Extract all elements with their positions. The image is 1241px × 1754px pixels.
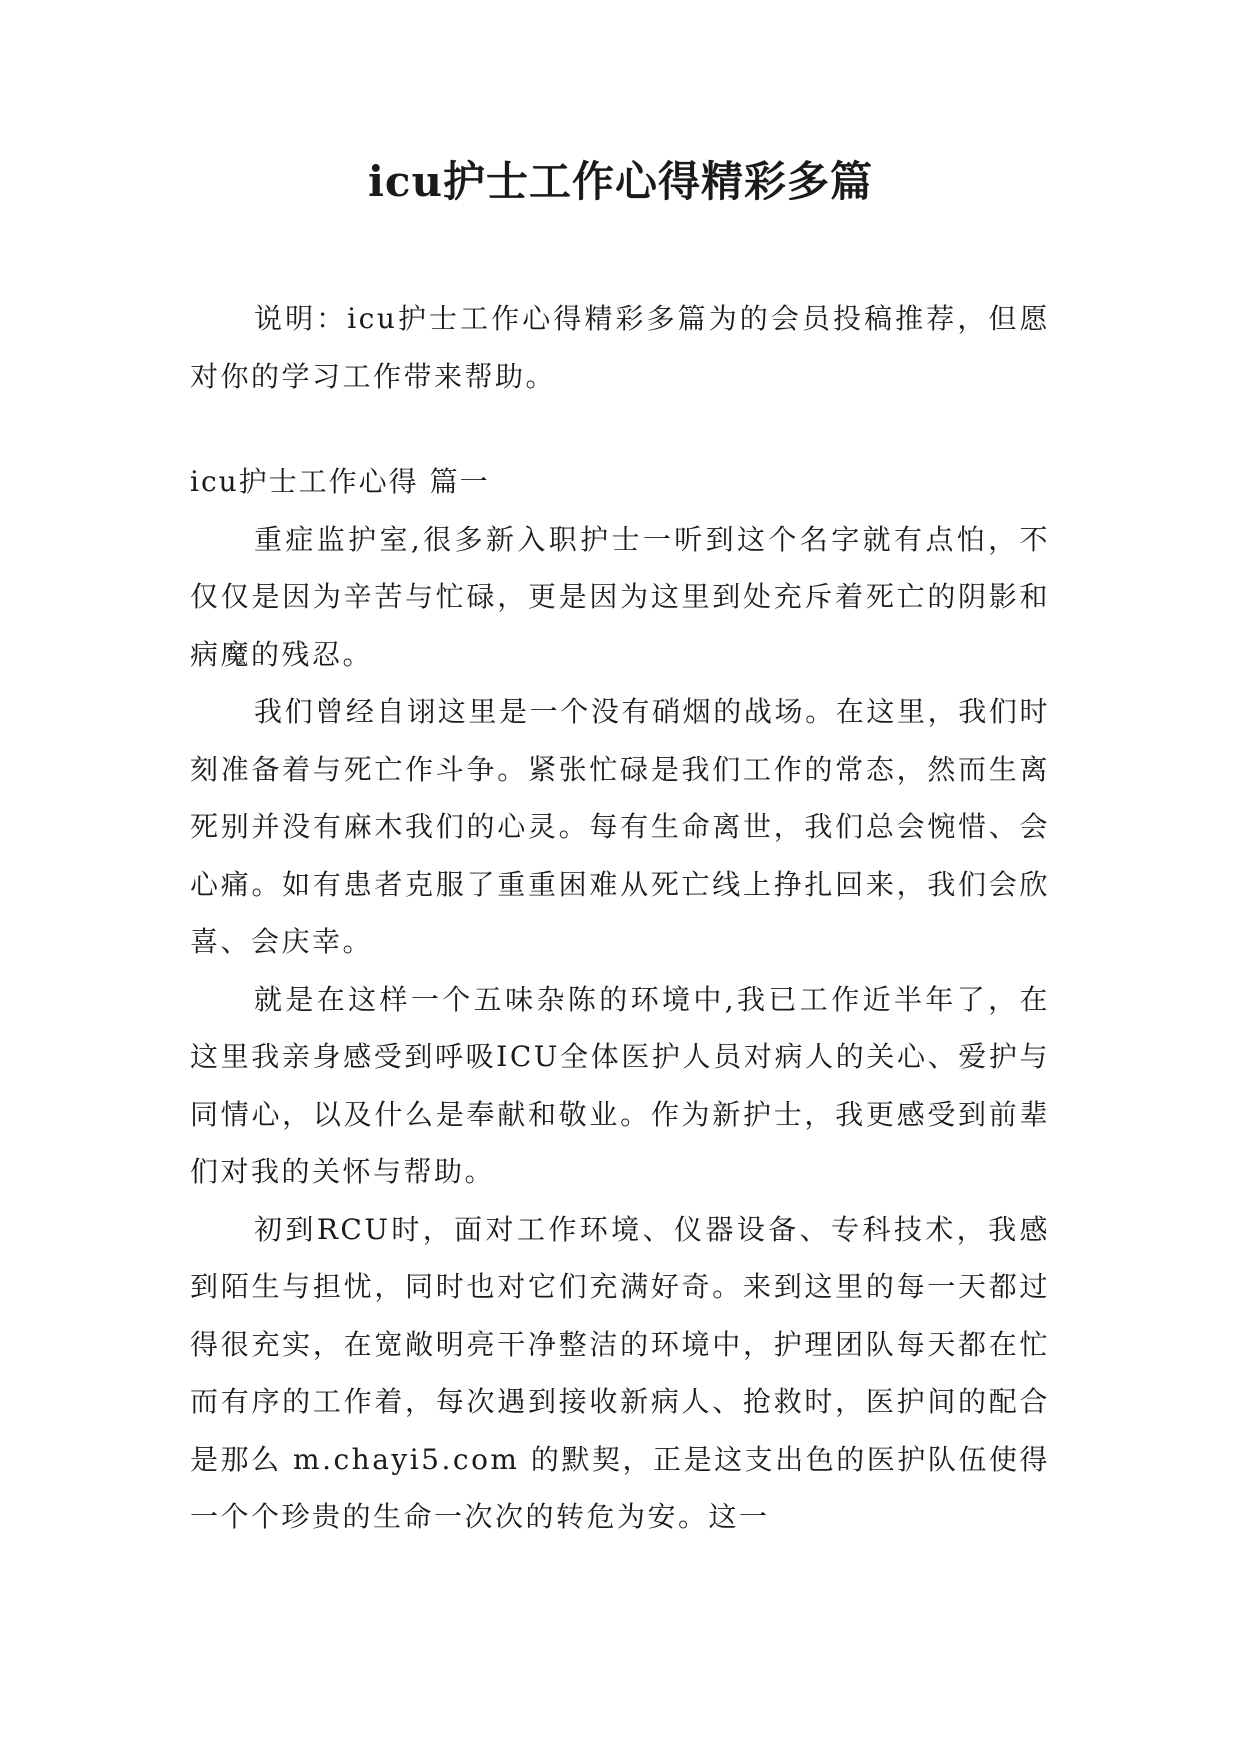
body-paragraph: 我们曾经自诩这里是一个没有硝烟的战场。在这里，我们时刻准备着与死亡作斗争。紧张忙碌是我们工作的常态，然而生离死别并没有麻木我们的心灵。每有生命离世，我们总会惋惜、会心痛。如有患者克服了重重困难从死亡线上挣扎回来，我们会欣喜、会庆幸。	[190, 695, 1050, 958]
body-paragraph: 重症监护室,很多新入职护士一听到这个名字就有点怕，不仅仅是因为辛苦与忙碌，更是因为这里到处充斥着死亡的阴影和病魔的残忍。	[190, 522, 1050, 671]
body-paragraph: 就是在这样一个五味杂陈的环境中,我已工作近半年了，在这里我亲身感受到呼吸ICU全体医护人员对病人的关心、爱护与同情心，以及什么是奉献和敬业。作为新护士，我更感受到前辈们对我的关怀与帮助。	[190, 982, 1050, 1188]
spacer	[190, 405, 1050, 453]
section-heading: icu护士工作心得 篇一	[190, 465, 490, 498]
intro-paragraph: 说明：icu护士工作心得精彩多篇为的会员投稿推荐，但愿对你的学习工作带来帮助。	[190, 302, 1050, 393]
document-title: icu护士工作心得精彩多篇	[367, 157, 874, 206]
body-paragraph: 初到RCU时，面对工作环境、仪器设备、专科技术，我感到陌生与担忧，同时也对它们充满好奇。来到这里的每一天都过得很充实，在宽敞明亮干净整洁的环境中，护理团队每天都在忙而有序的工作着，每次遇到接收新病人、抢救时，医护间的配合是那么 m.chayi5.com 的默契，正是这支出色的医护队伍使得一个个珍贵的生命一次次的转危为安。这一	[190, 1212, 1050, 1533]
document-body	[190, 290, 1050, 1546]
